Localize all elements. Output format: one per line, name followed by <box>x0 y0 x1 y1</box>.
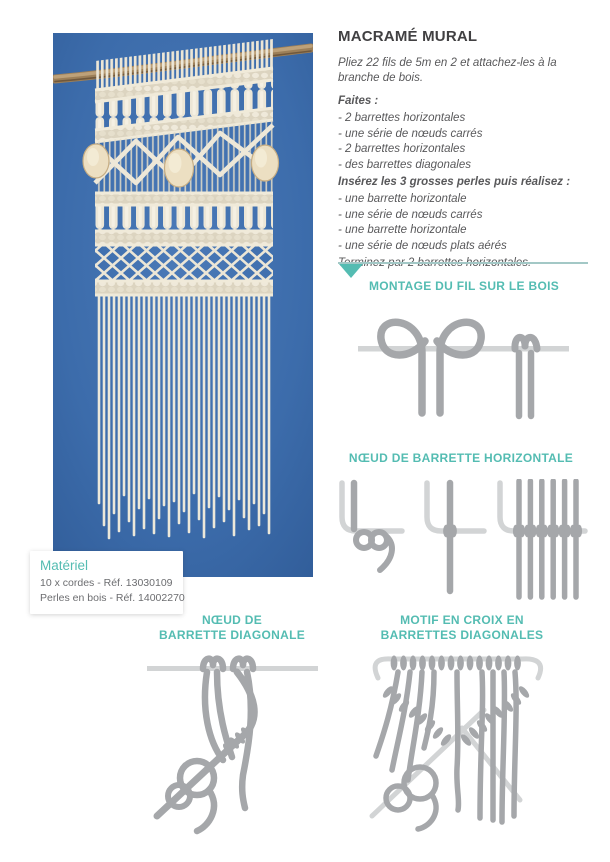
diagonale-diagram <box>135 650 330 840</box>
wooden-bead <box>252 145 279 181</box>
divider-line <box>338 262 588 264</box>
materiel-cords-ref: 10 x cordes - Réf. 13030109 <box>40 577 173 589</box>
folded-cord-loops <box>381 322 481 413</box>
step-item: - 2 barrettes horizontales <box>338 143 466 155</box>
montage-section-title: MONTAGE DU FIL SUR LE BOIS <box>368 279 560 293</box>
diagonale-diagram-illustration <box>135 650 330 840</box>
materiel-title: Matériel <box>40 558 89 573</box>
faites-label: Faites : <box>338 95 379 107</box>
step-item: - une série de nœuds plats aérés <box>338 239 507 252</box>
horizontale-step3 <box>500 481 585 597</box>
wooden-bead <box>83 144 109 178</box>
section-divider <box>338 262 588 280</box>
instructions-block <box>338 28 598 271</box>
step-item: - une barrette horizontale <box>338 193 467 205</box>
triangle-down-icon <box>339 264 363 278</box>
croix-diagram <box>362 648 557 838</box>
intro-text: Pliez 22 fils de 5m en 2 et attachez-les à la branche de bois. <box>338 57 557 84</box>
diagonale-title-line2: BARRETTE DIAGONALE <box>158 627 306 642</box>
horizontale-step2 <box>427 483 484 591</box>
step-item: - une barrette horizontale <box>338 224 467 236</box>
macrame-photo-illustration <box>53 33 313 577</box>
step-item: - une série de nœuds carrés <box>338 127 483 140</box>
step-item: - des barrettes diagonales <box>338 158 471 171</box>
diagonale-title-line1: NŒUD DE <box>201 613 263 627</box>
horizontale-diagram <box>332 479 590 604</box>
croix-title-line2: BARRETTES DIAGONALES <box>380 627 544 642</box>
croix-title-line1: MOTIF EN CROIX EN <box>400 613 524 627</box>
horizontale-diagram-illustration <box>332 479 590 604</box>
lower-knot-bands <box>95 193 273 295</box>
page-title: MACRAMÉ MURAL <box>338 28 478 45</box>
step-item: - 2 barrettes horizontales <box>338 112 466 124</box>
materiel-card <box>30 551 183 614</box>
croix-section-title <box>356 613 568 642</box>
knot-row <box>513 525 582 537</box>
step-item: - une série de nœuds carrés <box>338 208 483 221</box>
montage-diagram <box>356 301 571 436</box>
wooden-bead <box>165 149 194 187</box>
larks-head-knot <box>515 337 537 416</box>
croix-diagram-illustration <box>362 648 557 838</box>
horizontale-step1 <box>342 483 402 570</box>
horizontale-section-title: NŒUD DE BARRETTE HORIZONTALE <box>348 451 574 465</box>
macrame-photo <box>53 33 313 577</box>
diagonale-section-title <box>126 613 338 642</box>
montage-diagram-illustration <box>356 301 571 436</box>
materiel-beads-ref: Perles en bois - Réf. 14002270 <box>40 592 185 604</box>
inserez-label: Insérez les 3 grosses perles puis réalisez : <box>338 176 571 188</box>
